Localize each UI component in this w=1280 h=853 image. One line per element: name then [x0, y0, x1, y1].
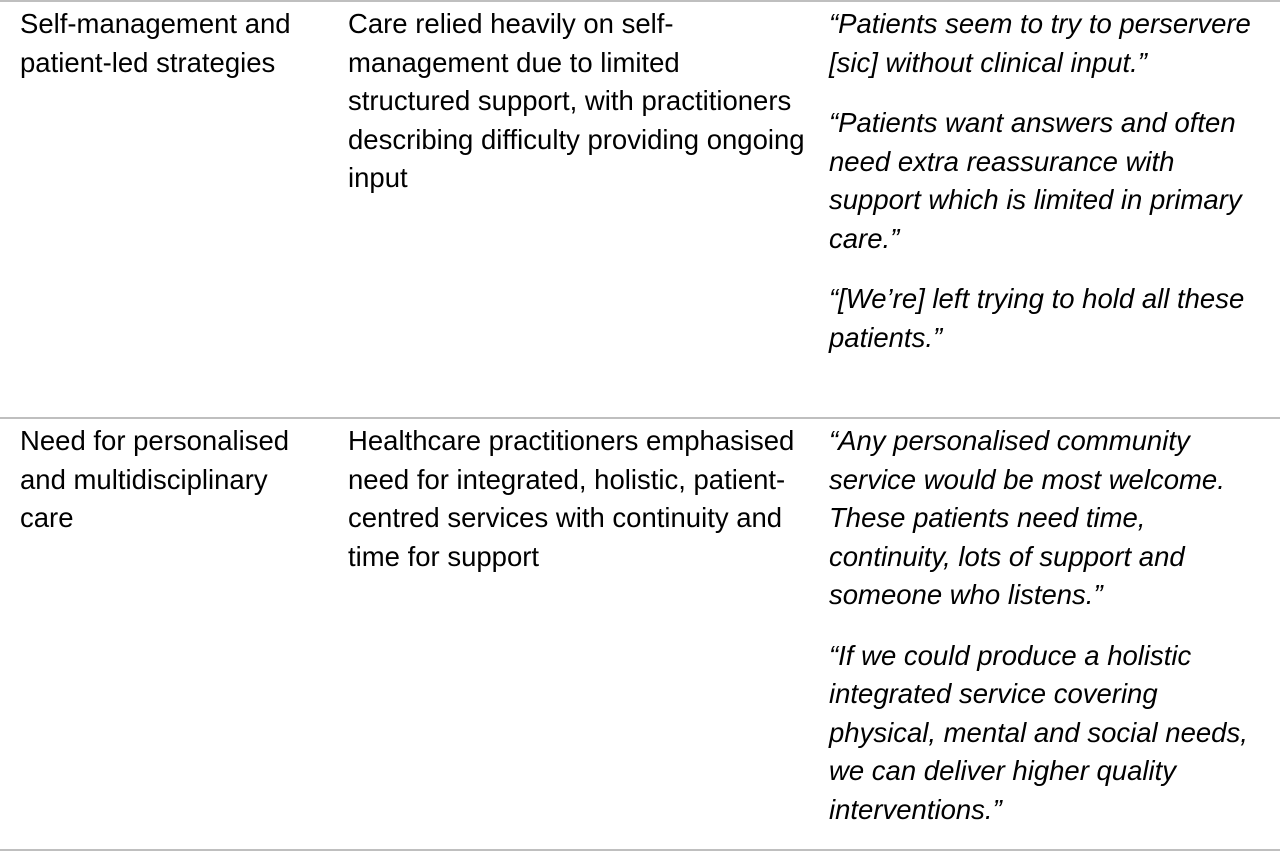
table-bottom-rule: [0, 849, 1280, 851]
table-row: [0, 2, 1280, 417]
description-cell: Healthcare practitioners emphasised need for integrated, holistic, patient-centred services with continuity and time for support: [348, 425, 795, 572]
description-cell: Care relied heavily on self-management due to limited structured support, with practitioners describing difficulty providing ongoing input: [348, 8, 805, 193]
quotes-cell: [829, 2, 1269, 357]
quote-text: “Patients seem to try to perservere [sic] without clinical input.”: [829, 8, 1251, 78]
theme-cell: Self-management and patient-led strategies: [20, 8, 291, 78]
quotes-cell: [829, 419, 1269, 829]
theme-cell: Need for personalised and multidisciplinary care: [20, 425, 290, 533]
quote-text: “If we could produce a holistic integrated service covering physical, mental and social needs, we can deliver higher quality interventions.”: [829, 639, 1248, 825]
quote-text: “[We’re] left trying to hold all these patients.”: [829, 283, 1245, 353]
quote-text: “Patients want answers and often need extra reassurance with support which is limited in primary care.”: [829, 107, 1242, 254]
quote-text: “Any personalised community service would be most welcome. These patients need time, continuity, lots of support and someone who listens.”: [829, 425, 1225, 610]
table-row: [0, 419, 1280, 849]
